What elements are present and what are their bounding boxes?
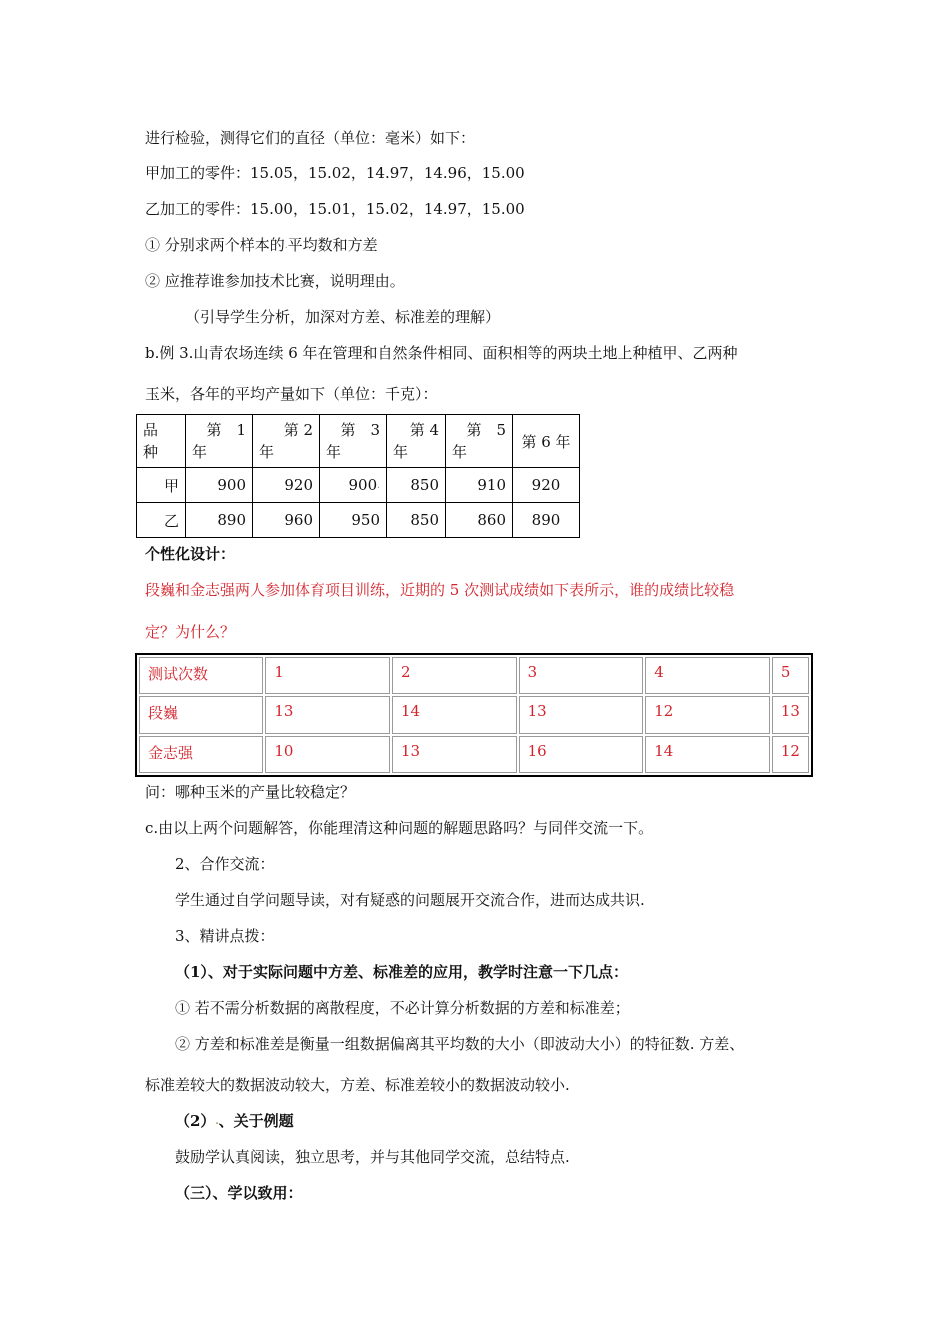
text-line: 定？为什么？ (145, 623, 236, 641)
text-line: ① 若不需分析数据的离散程度，不必计算分析数据的方差和标准差； (175, 999, 630, 1017)
table-cell: 12 (645, 696, 770, 733)
table-cell: 850 (387, 468, 446, 503)
cell-text: 年 (393, 443, 409, 461)
table-header-row (137, 415, 580, 468)
table-cell: 16 (519, 736, 644, 773)
table-cell: 950 (320, 503, 387, 538)
table-header-cell (137, 415, 186, 468)
text-line: ② 方差和标准差是衡量一组数据偏离其平均数的大小（即波动大小）的特征数. 方差、 (175, 1035, 745, 1053)
cell-text: 种 (143, 443, 159, 461)
text-line: 标准差较大的数据波动较大，方差、标准差较小的数据波动较小. (145, 1076, 570, 1094)
table-cell: 860 (446, 503, 513, 538)
text-line: 进行检验，测得它们的直径（单位：毫米）如下： (145, 129, 476, 147)
table-header-cell (253, 415, 320, 468)
table-cell: 甲 (137, 468, 186, 503)
table-header-cell (513, 415, 580, 468)
text-line: （引导学生分析，加深对方差、标准差的理解） (185, 308, 501, 326)
text-line (145, 235, 378, 256)
table-cell: 14 (645, 736, 770, 773)
table-cell: 920 (253, 468, 320, 503)
table-cell: 14 (392, 696, 517, 733)
table-cell: 960 (253, 503, 320, 538)
cell-text: 第 3 (340, 421, 380, 439)
cell-text: 第 2 (283, 421, 313, 439)
table-header-cell (186, 415, 253, 468)
cell-text: 年 (326, 443, 342, 461)
table-cell: 900 (186, 468, 253, 503)
section-heading: （三）、学以致用： (175, 1184, 303, 1202)
table-cell: 12 (772, 736, 809, 773)
table-cell: 2 (392, 657, 517, 694)
test-score-table (135, 653, 813, 777)
table-cell: 10 (265, 736, 390, 773)
table-header-cell (387, 415, 446, 468)
text-line: ② 应推荐谁参加技术比赛，说明理由。 (145, 272, 405, 290)
cell-text: 900 (348, 476, 378, 494)
table-cell: 13 (519, 696, 644, 733)
text-line: 玉米，各年的平均产量如下（单位：千克）： (145, 385, 438, 403)
table-cell: 890 (186, 503, 253, 538)
table-cell: 测试次数 (139, 657, 263, 694)
stray-dot: . (284, 241, 288, 251)
text-line: 3、精讲点拨： (175, 927, 275, 945)
table-cell: 3 (519, 657, 644, 694)
table-cell: 1 (265, 657, 390, 694)
table-cell: 段巍 (139, 696, 263, 733)
table-header-cell (320, 415, 387, 468)
text-segment: （2） (175, 1112, 216, 1130)
text-line: 鼓励学认真阅读，独立思考，并与其他同学交流，总结特点. (175, 1148, 570, 1166)
table-cell: 4 (645, 657, 770, 694)
text-line: 段巍和金志强两人参加体育项目训练，近期的 5 次测试成绩如下表所示，谁的成绩比较稳 (145, 581, 735, 599)
table-cell: 920 (513, 468, 580, 503)
table-cell: 850 (387, 503, 446, 538)
cell-text: 品 (143, 421, 159, 439)
table-header-cell (446, 415, 513, 468)
cell-text: 年 (259, 443, 275, 461)
table-cell: 乙 (137, 503, 186, 538)
cell-text: 年 (452, 443, 468, 461)
text-line: 问：哪种玉米的产量比较稳定？ (145, 783, 356, 801)
text-segment: ① 分别求两个样本的 (145, 236, 285, 254)
table-cell: 13 (772, 696, 809, 733)
table-cell: 5 (772, 657, 809, 694)
text-line: 2、合作交流： (175, 855, 275, 873)
table-cell (320, 468, 387, 503)
text-line: 乙加工的零件：15.00，15.01，15.02，14.97，15.00 (145, 200, 525, 218)
text-line: 学生通过自学问题导读，对有疑惑的问题展开交流合作，进而达成共识. (175, 891, 645, 909)
section-heading (175, 1111, 294, 1132)
table-row (137, 468, 580, 503)
table-cell: 13 (392, 736, 517, 773)
cell-text: 第 5 (466, 421, 506, 439)
text-segment: 、关于例题 (218, 1112, 294, 1130)
text-line: c.由以上两个问题解答，你能理清这种问题的解题思路吗？与同伴交流一下。 (145, 819, 654, 837)
table-row (139, 657, 809, 694)
table-row (139, 736, 809, 773)
stray-dot: . (377, 481, 380, 491)
cell-text: 第 4 (409, 421, 439, 439)
cell-text: 年 (192, 443, 208, 461)
cell-text: 第 1 (206, 421, 246, 439)
text-line: b.例 3.山青农场连续 6 年在管理和自然条件相同、面积相等的两块土地上种植甲、乙两种 (145, 344, 738, 362)
cell-text: 第 6 年 (521, 432, 571, 451)
table-row (137, 503, 580, 538)
stray-dot: . (215, 1117, 219, 1127)
table-cell: 890 (513, 503, 580, 538)
text-line: 甲加工的零件：15.05，15.02，14.97，14.96，15.00 (145, 164, 525, 182)
test-score-grid (137, 655, 811, 775)
text-segment: 平均数和方差 (287, 236, 378, 254)
table-row (139, 696, 809, 733)
corn-yield-table (136, 414, 580, 538)
section-heading: 个性化设计： (145, 545, 236, 563)
table-cell: 13 (265, 696, 390, 733)
table-cell: 910 (446, 468, 513, 503)
section-heading: （1）、对于实际问题中方差、标准差的应用，教学时注意一下几点： (175, 963, 628, 981)
table-cell: 金志强 (139, 736, 263, 773)
